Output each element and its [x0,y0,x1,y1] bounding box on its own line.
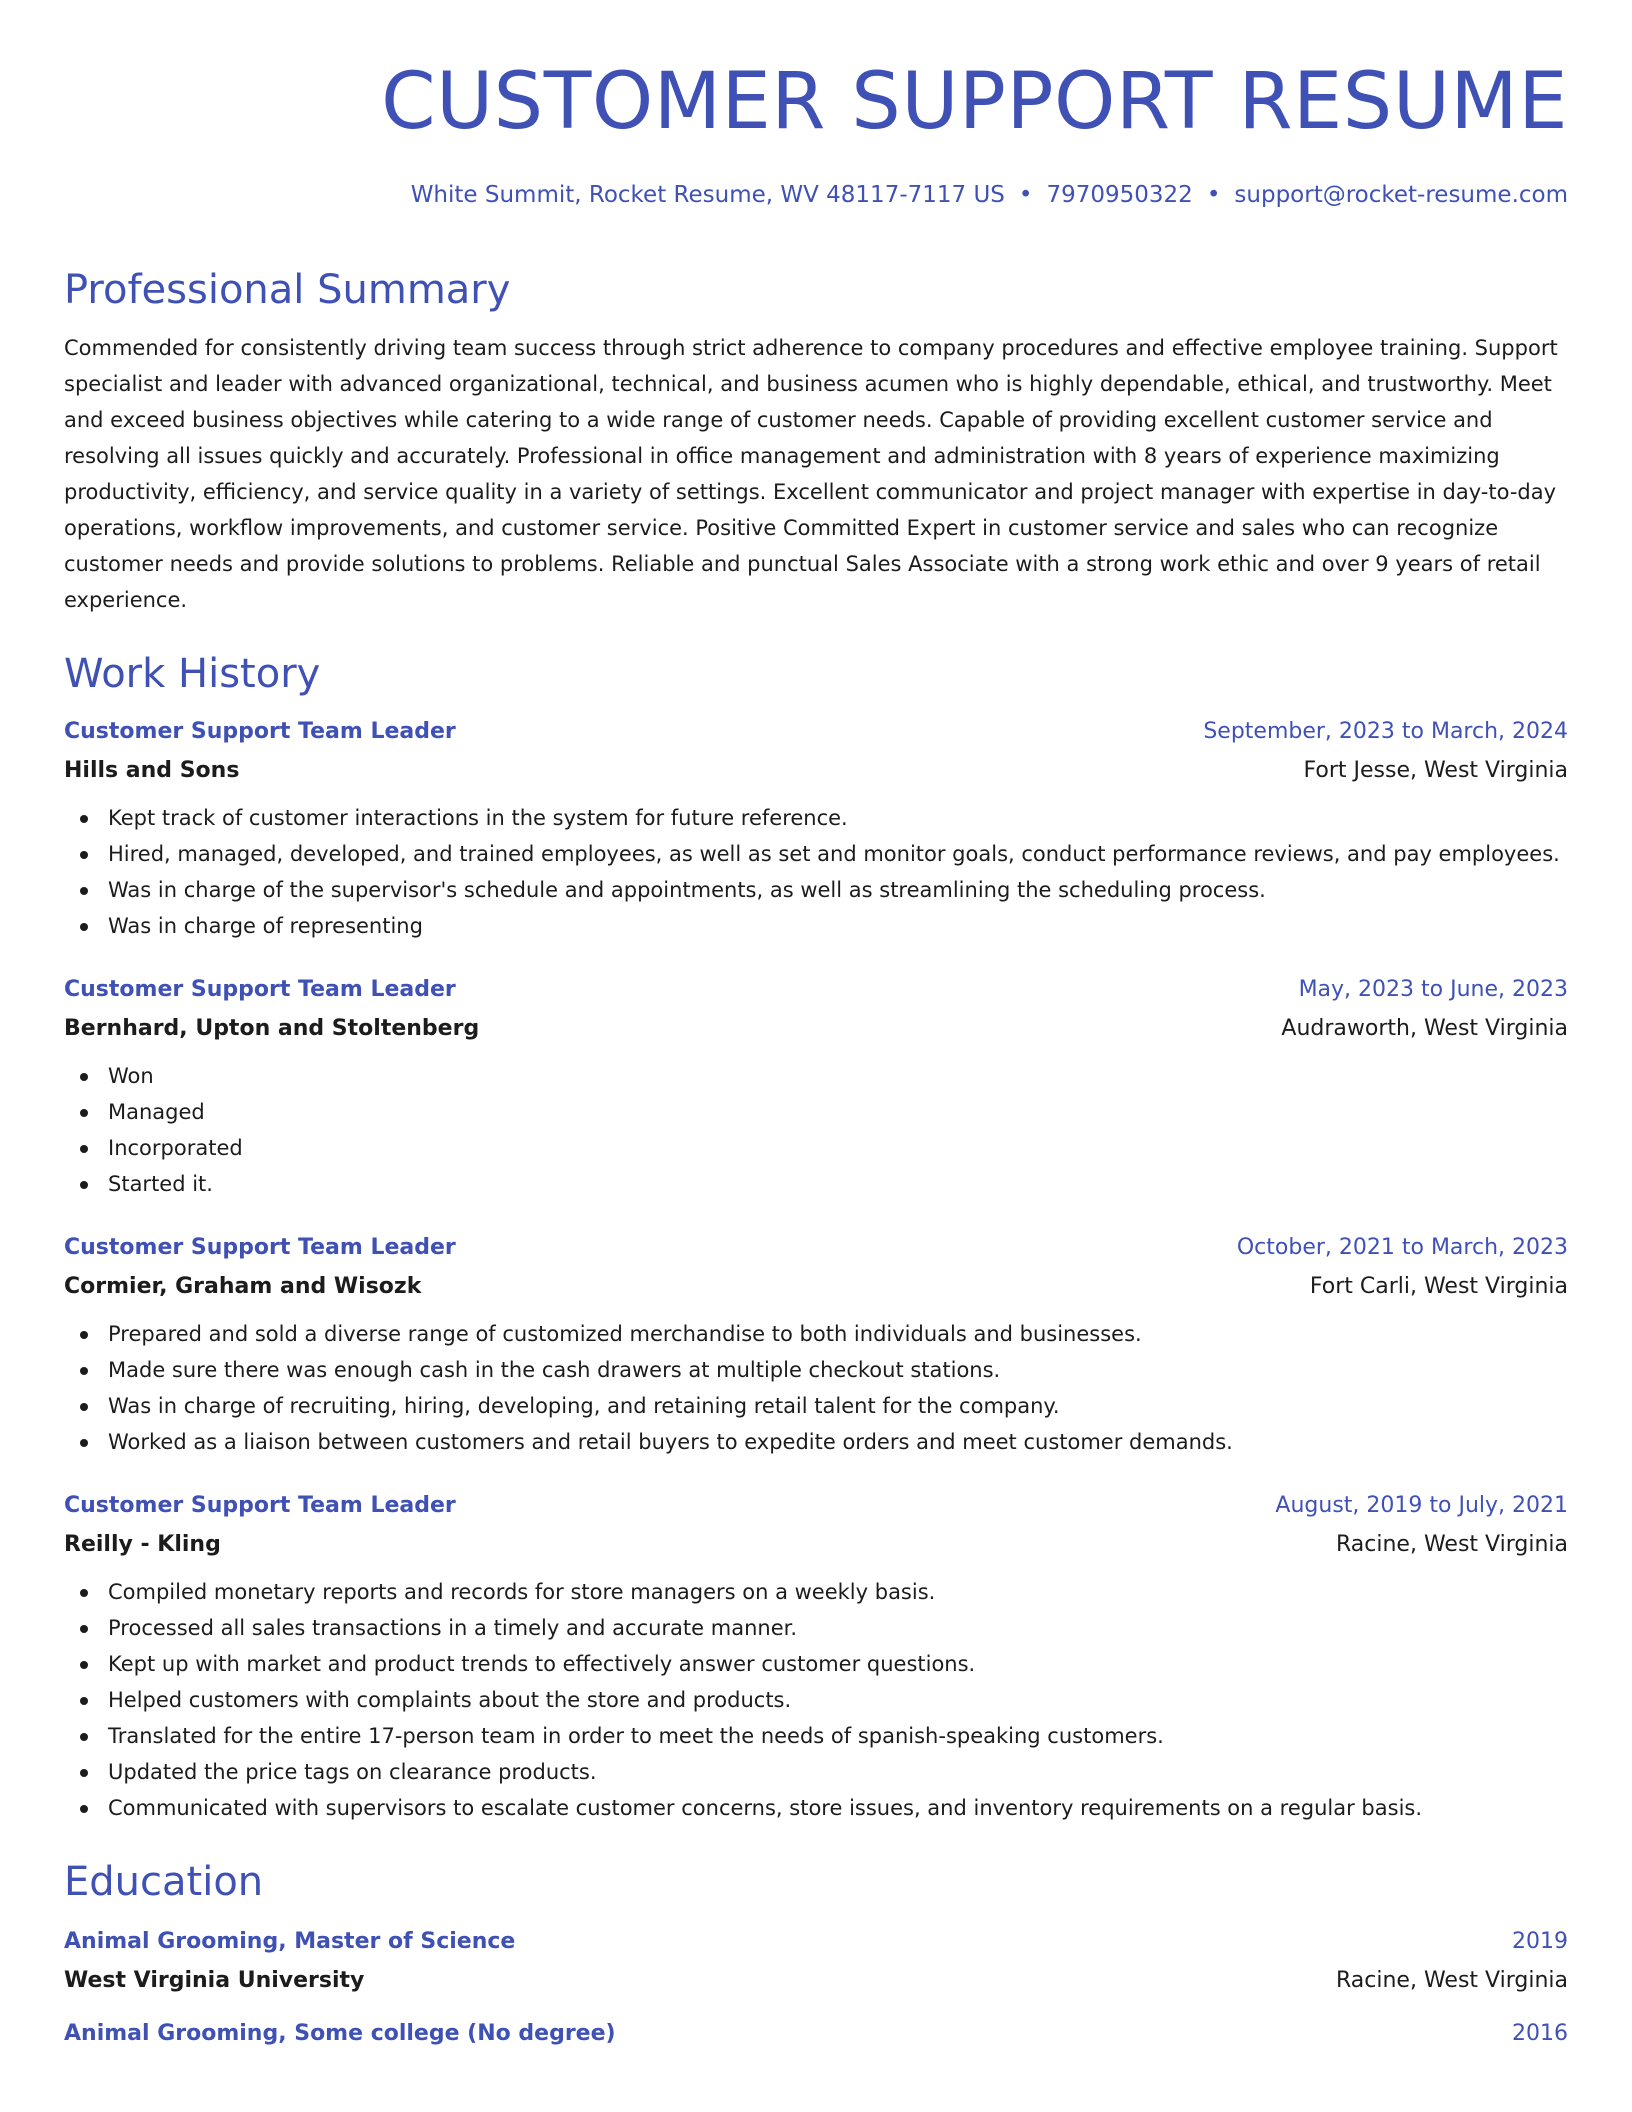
job-entry [64,712,1568,944]
job-dates: September, 2023 to March, 2024 [1203,719,1568,744]
section-heading-education: Education [64,1859,264,1905]
job-bullet: Was in charge of recruiting, hiring, developing, and retaining retail talent for the company. [64,1388,1568,1424]
education-section [64,1850,1568,2054]
job-bullet: Hired, managed, developed, and trained employees, as well as set and monitor goals, conduct performance reviews, and pay employees. [64,836,1568,872]
job-title: Customer Support Team Leader [64,977,456,1002]
job-location: Audraworth, West Virginia [1281,1016,1568,1041]
separator-dot: • [1206,182,1221,208]
education-entry [64,2014,1568,2054]
job-bullet: Compiled monetary reports and records for store managers on a weekly basis. [64,1574,1568,1610]
separator-dot: • [1018,182,1033,208]
job-location: Fort Jesse, West Virginia [1303,758,1568,783]
job-bullets [64,1316,1568,1460]
job-bullet: Made sure there was enough cash in the cash drawers at multiple checkout stations. [64,1352,1568,1388]
work-history-section [64,642,1568,1826]
job-company: Hills and Sons [64,758,240,783]
job-bullet: Prepared and sold a diverse range of customized merchandise to both individuals and businesses. [64,1316,1568,1352]
address: White Summit, Rocket Resume, WV 48117-7117 US [410,182,1005,208]
job-dates: August, 2019 to July, 2021 [1275,1493,1568,1518]
section-heading-summary: Professional Summary [64,267,511,313]
resume-page [64,0,1568,2112]
education-year: 2016 [1512,2021,1568,2046]
job-company: Cormier, Graham and Wisozk [64,1274,422,1299]
job-company: Reilly - Kling [64,1532,221,1557]
job-title: Customer Support Team Leader [64,719,456,744]
job-bullet: Managed [64,1094,1568,1130]
job-title: Customer Support Team Leader [64,1235,456,1260]
resume-title: CUSTOMER SUPPORT RESUME [381,57,1568,147]
job-bullet: Worked as a liaison between customers and retail buyers to expedite orders and meet customer demands. [64,1424,1568,1460]
job-bullet: Kept up with market and product trends to effectively answer customer questions. [64,1646,1568,1682]
job-bullet: Updated the price tags on clearance products. [64,1754,1568,1790]
job-company: Bernhard, Upton and Stoltenberg [64,1016,480,1041]
education-degree: Animal Grooming, Master of Science [64,1929,516,1954]
job-bullet: Communicated with supervisors to escalate customer concerns, store issues, and inventory requirements on a regular basis. [64,1790,1568,1826]
education-degree: Animal Grooming, Some college (No degree) [64,2021,616,2046]
job-bullet: Incorporated [64,1130,1568,1166]
contact-line [411,180,1568,210]
job-bullet: Helped customers with complaints about the store and products. [64,1682,1568,1718]
job-bullet: Was in charge of the supervisor's schedule and appointments, as well as streamlining the scheduling process. [64,872,1568,908]
section-heading-work-history: Work History [64,651,321,697]
email-link[interactable]: support@rocket-resume.com [1234,182,1568,208]
education-school: West Virginia University [64,1968,365,1993]
job-entry [64,970,1568,1202]
job-location: Racine, West Virginia [1336,1532,1568,1557]
summary-section [64,258,1568,618]
job-entry [64,1486,1568,1826]
summary-text: Commended for consistently driving team success through strict adherence to company procedures and effective employee training. Support specialist and leader with advanced organizational, technical, and business acumen who is highly dependable, ethical, and trustworthy. Meet and exceed business objectives while catering to a wide range of customer needs. Capable of providing excellent customer service and resolving all issues quickly and accurately. Professional in office management and administration with 8 years of experience maximizing productivity, efficiency, and service quality in a variety of settings. Excellent communicator and project manager with expertise in day-to-day operations, workflow improvements, and customer service. Positive Committed Expert in customer service and sales who can recognize customer needs and provide solutions to problems. Reliable and punctual Sales Associate with a strong work ethic and over 9 years of retail experience. [64,336,1558,612]
phone: 7970950322 [1046,182,1193,208]
job-entry [64,1228,1568,1460]
education-year: 2019 [1512,1929,1568,1954]
job-bullets [64,800,1568,944]
job-bullet: Started it. [64,1166,1568,1202]
job-bullet: Translated for the entire 17-person team in order to meet the needs of spanish-speaking customers. [64,1718,1568,1754]
job-title: Customer Support Team Leader [64,1493,456,1518]
job-bullets [64,1058,1568,1202]
job-bullet: Was in charge of representing [64,908,1568,944]
job-bullet: Processed all sales transactions in a timely and accurate manner. [64,1610,1568,1646]
job-dates: October, 2021 to March, 2023 [1236,1235,1568,1260]
education-entry [64,1922,1568,2000]
resume-content [64,258,1568,2054]
job-location: Fort Carli, West Virginia [1309,1274,1568,1299]
job-bullet: Won [64,1058,1568,1094]
job-bullet: Kept track of customer interactions in the system for future reference. [64,800,1568,836]
job-dates: May, 2023 to June, 2023 [1298,977,1568,1002]
job-bullets [64,1574,1568,1826]
education-location: Racine, West Virginia [1336,1968,1568,1993]
